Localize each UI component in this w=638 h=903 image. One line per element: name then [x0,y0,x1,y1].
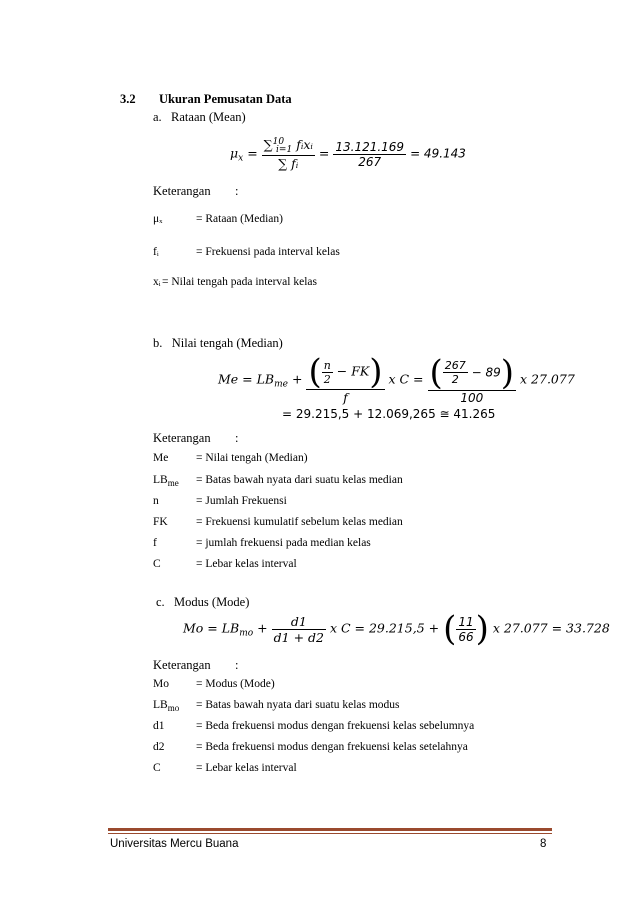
footer-rule-thick [108,828,552,831]
mean-result: = 49.143 [410,146,466,161]
median-legend-desc-4: = jumlah frekuensi pada median kelas [196,537,371,549]
median-formula-line1: $Me = LB_{me}$ + ( $\frac{n}{2}$ − FK) f x C = ( $\frac{267}{2}$ − 89) 100 x 27.077 [218,352,575,405]
sum-bottom: i=1 [276,145,293,155]
mean-keterangan-colon: : [235,184,239,198]
mode-p-num: 11 [458,614,474,629]
mean-heading: a. Rataan (Mean) [153,110,246,124]
mode-legend-sym-3: d2 [153,741,165,753]
footer-rule-thin [108,833,552,834]
mode-legend-desc-2: = Beda frekuensi modus dengan frekuensi kelas sebelumnya [196,720,475,732]
mode-heading: c. Modus (Mode) [156,595,250,609]
section-number: 3.2 [120,92,136,106]
mean-value-num: 13.121.169 [335,139,405,154]
median-den-f: f [343,390,348,405]
median-times-c: x C = [388,371,424,387]
median-tail: x 27.077 [520,371,575,387]
sum-symbol: ∑ [263,137,273,152]
mode-mid: x C = 29.215,5 + [329,620,440,636]
median-legend-desc-1: = Batas bawah nyata dari suatu kelas median [196,474,403,486]
median-legend-sym-2: n [153,495,159,507]
median-legend-desc-2: = Jumlah Frekuensi [196,495,287,507]
mean-formula: $\mu_x$ = $\frac{\sum^{10}_{i=1} fᵢxᵢ}{\text{∑ fᵢ}}$ = $\frac{13.121.169}{267}$ = 49.143 [230,137,466,171]
mean-num-terms: fᵢxᵢ [296,137,313,152]
mode-legend-sym-0: Mo [153,678,169,690]
median-formula-line2: = 29.215,5 + 12.069,265 ≅ 41.265 [282,407,496,421]
mode-tail: x 27.077 = 33.728 [492,620,610,636]
mode-num: d1 [272,614,326,630]
mode-lhs: Mo = LB [183,620,240,636]
median-legend-desc-5: = Lebar kelas interval [196,558,297,570]
mode-legend-desc-3: = Beda frekuensi modus dengan frekuensi kelas setelahnya [196,741,468,753]
mode-plus: + [257,620,268,636]
mode-p-den: 66 [458,629,474,644]
mode-legend-sym-4: C [153,762,161,774]
mean-legend-desc-2: = Nilai tengah pada interval kelas [162,276,317,288]
median-legend-desc-3: = Frekuensi kumulatif sebelum kelas median [196,516,403,528]
mode-legend-sym-1: $LB_{mo}$ [153,699,180,713]
mean-legend-sym-2: xᵢ [153,276,161,288]
median-keterangan-label: Keterangan [153,431,211,445]
median-lhs-sub: me [274,379,288,390]
median-legend-sym-1: $LB_{me}$ [153,474,179,488]
mean-legend-desc-1: = Frekuensi pada interval kelas [196,246,340,258]
median-plus: + [291,371,303,387]
mode-legend-sym-2: d1 [153,720,165,732]
mean-legend-sym-1: fᵢ [153,246,159,258]
mean-den: ∑ fᵢ [278,156,299,171]
mode-lhs-sub: mo [239,628,254,639]
page-number: 8 [540,838,547,850]
median-two: 2 [323,372,331,386]
footer-institution: Universitas Mercu Buana [110,838,239,850]
mode-den: d1 + d2 [273,629,324,645]
median-val-minus: − 89 [471,365,501,379]
sum-top: 10 [272,137,285,147]
mean-keterangan-label: Keterangan [153,184,211,198]
median-legend-sym-4: f [153,537,157,549]
mode-keterangan-colon: : [235,658,239,672]
mean-value-den: 267 [358,154,382,169]
mode-legend-desc-0: = Modus (Mode) [196,678,275,690]
median-val-2: 2 [451,373,459,386]
median-legend-sym-5: C [153,558,161,570]
mean-legend-sym-0: μₓ [153,213,163,225]
median-heading: b. Nilai tengah (Median) [153,336,283,350]
median-val-267: 267 [444,359,466,372]
mean-lhs-sub: x [238,153,244,164]
median-minus-fk: − FK [336,363,370,379]
mode-formula: $Mo = LB_{mo}$ + $\frac{d1}{d1 + d2}$ x C = 29.215,5 + ( $\frac{11}{66}$ ) x 27.077 = 33.728 [183,609,610,649]
mean-lhs: μ [230,145,239,161]
mean-legend-desc-0: = Rataan (Median) [196,213,283,225]
median-n: n [323,358,331,372]
mode-legend-desc-1: = Batas bawah nyata dari suatu kelas modus [196,699,400,711]
median-val-den: 100 [460,390,484,405]
median-legend-desc-0: = Nilai tengah (Median) [196,452,308,464]
median-legend-sym-0: Me [153,452,169,464]
median-keterangan-colon: : [235,431,239,445]
mode-keterangan-label: Keterangan [153,658,211,672]
median-legend-sym-3: FK [153,516,168,528]
mode-legend-desc-4: = Lebar kelas interval [196,762,297,774]
median-lhs: Me = LB [218,371,275,387]
section-title: Ukuran Pemusatan Data [159,92,292,106]
